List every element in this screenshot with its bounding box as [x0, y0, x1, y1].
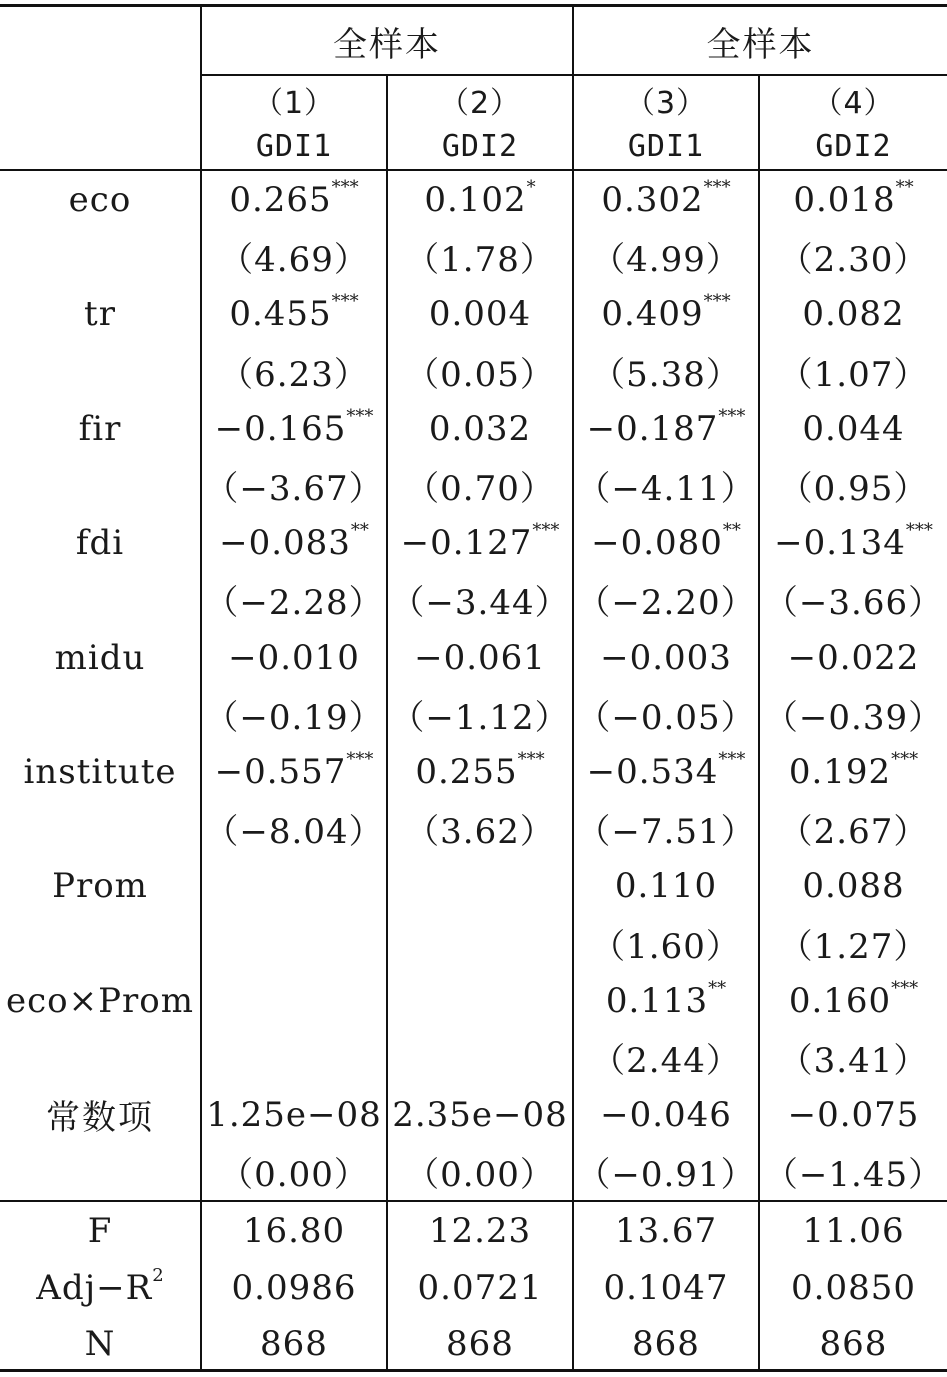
table-cell: [388, 400, 572, 457]
cell-value: 0.082: [802, 293, 905, 334]
table-cell: [202, 457, 386, 514]
table-cell: [388, 800, 572, 857]
cell-value: −0.046: [600, 1094, 732, 1135]
cell-value: （1.07）: [778, 355, 929, 395]
cell-value: （−2.28）: [204, 583, 384, 623]
cell-value: 1.25e−08: [206, 1094, 382, 1135]
significance-stars: ***: [346, 749, 374, 770]
cell-value: （−8.04）: [204, 812, 384, 852]
table-cell: [202, 571, 386, 628]
table-cell: [574, 571, 758, 628]
column-number-2: （2）: [438, 86, 522, 121]
table-cell: [388, 743, 572, 800]
table-cell: [388, 1143, 572, 1200]
stat-cell: 0.0850: [791, 1267, 916, 1308]
table-cell: [760, 915, 947, 972]
table-cell: [202, 629, 386, 686]
table-cell: [574, 343, 758, 400]
cell-value: 2.35e−08: [392, 1094, 568, 1135]
stat-label-text: N: [84, 1323, 116, 1364]
table-cell: [574, 629, 758, 686]
significance-stars: ***: [891, 978, 919, 999]
table-cell: [388, 972, 572, 1029]
cell-value: −0.557: [214, 751, 347, 792]
table-cell: [760, 514, 947, 571]
cell-value: （2.44）: [591, 1041, 741, 1081]
cell-value: （3.41）: [778, 1041, 929, 1081]
row-label: midu: [54, 637, 146, 678]
cell-value: （−3.67）: [204, 469, 384, 509]
cell-value: （1.78）: [405, 240, 555, 280]
column-number-4: （4）: [812, 86, 895, 121]
table-cell: [202, 915, 386, 972]
significance-stars: **: [722, 520, 741, 541]
stat-cell: 12.23: [428, 1210, 532, 1251]
table-cell: [202, 228, 386, 285]
dependent-variable-1: GDI1: [255, 128, 333, 164]
significance-stars: ***: [891, 749, 919, 770]
significance-stars: ***: [718, 406, 746, 427]
table-cell: [202, 800, 386, 857]
table-cell: [202, 400, 386, 457]
row-label: [0, 800, 200, 857]
table-cell: [574, 171, 758, 228]
row-label: institute: [23, 751, 177, 792]
row-label: eco×Prom: [6, 980, 194, 1021]
significance-stars: ***: [703, 177, 731, 198]
row-label: [0, 457, 200, 514]
cell-value: （−3.66）: [763, 583, 944, 623]
row-label: fdi: [75, 522, 125, 563]
stat-cell: 868: [260, 1323, 328, 1364]
table-cell: [574, 857, 758, 914]
cell-value: −0.010: [228, 637, 360, 678]
cell-value: −0.022: [787, 637, 920, 678]
row-label: [0, 915, 200, 972]
table-cell: [574, 1143, 758, 1200]
table-cell: [574, 915, 758, 972]
significance-stars: ***: [905, 520, 933, 541]
group-header-right: 全样本: [706, 24, 815, 65]
row-label: fir: [78, 408, 122, 449]
cell-value: （3.62）: [405, 812, 555, 852]
cell-value: （2.67）: [778, 812, 929, 852]
table-cell: [202, 743, 386, 800]
table-cell: [574, 1029, 758, 1086]
row-label: Prom: [52, 865, 148, 906]
table-cell: [202, 857, 386, 914]
row-label: [0, 1029, 200, 1086]
cell-value: （6.23）: [219, 355, 369, 395]
cell-value: −0.075: [787, 1094, 920, 1135]
table-cell: [202, 1029, 386, 1086]
cell-value: 0.302: [601, 179, 704, 220]
table-cell: [760, 571, 947, 628]
table-cell: [760, 285, 947, 342]
cell-value: −0.187: [586, 408, 719, 449]
table-cell: [760, 400, 947, 457]
table-cell: [388, 857, 572, 914]
table-cell: [388, 171, 572, 228]
cell-value: 0.265: [229, 179, 332, 220]
cell-value: −0.534: [586, 751, 719, 792]
table-cell: [760, 800, 947, 857]
significance-stars: ***: [517, 749, 545, 770]
cell-value: 0.409: [601, 293, 704, 334]
cell-value: （−0.91）: [576, 1155, 756, 1195]
cell-value: （0.05）: [405, 355, 555, 395]
table-cell: [388, 571, 572, 628]
cell-value: 0.004: [428, 293, 532, 334]
significance-stars: ***: [718, 749, 746, 770]
cell-value: （0.00）: [405, 1155, 555, 1195]
cell-value: 0.018: [793, 179, 896, 220]
cell-value: 0.255: [415, 751, 518, 792]
table-cell: [760, 743, 947, 800]
table-cell: [760, 457, 947, 514]
cell-value: 0.044: [802, 408, 905, 449]
cell-value: （1.27）: [778, 927, 929, 967]
stat-label-text: Adj−R: [36, 1267, 153, 1308]
significance-stars: ***: [346, 406, 374, 427]
dependent-variable-4: GDI2: [815, 128, 892, 164]
table-cell: [574, 285, 758, 342]
column-number-1: （1）: [252, 86, 336, 121]
table-cell: [574, 800, 758, 857]
cell-value: （−7.51）: [576, 812, 756, 852]
cell-value: （4.99）: [591, 240, 741, 280]
cell-value: −0.061: [414, 637, 546, 678]
cell-value: −0.003: [600, 637, 732, 678]
row-label: [0, 1143, 200, 1200]
table-cell: [388, 1086, 572, 1143]
cell-value: （−3.44）: [390, 583, 570, 623]
row-label: [0, 686, 200, 743]
cell-value: （−2.20）: [576, 583, 756, 623]
cell-value: −0.165: [214, 408, 347, 449]
table-cell: [202, 514, 386, 571]
cell-value: 0.455: [229, 293, 332, 334]
column-number-3: （3）: [624, 86, 708, 121]
table-cell: [760, 171, 947, 228]
table-cell: [202, 1086, 386, 1143]
stat-cell: 11.06: [802, 1210, 905, 1251]
row-label: 常数项: [46, 1098, 154, 1138]
cell-value: （−1.45）: [763, 1155, 944, 1195]
cell-value: （0.95）: [778, 469, 929, 509]
table-cell: [574, 228, 758, 285]
table-cell: [388, 629, 572, 686]
table-cell: [202, 686, 386, 743]
table-cell: [574, 1086, 758, 1143]
table-cell: [388, 285, 572, 342]
table-cell: [760, 343, 947, 400]
significance-stars: ***: [532, 520, 560, 541]
table-cell: [388, 457, 572, 514]
table-cell: [202, 343, 386, 400]
cell-value: （2.30）: [778, 240, 929, 280]
cell-value: （−0.19）: [204, 698, 384, 738]
cell-value: （0.70）: [405, 469, 555, 509]
table-cell: [574, 400, 758, 457]
row-label: [0, 571, 200, 628]
significance-stars: ***: [331, 291, 359, 312]
stat-cell: 0.1047: [603, 1267, 729, 1308]
stat-cell: 0.0986: [231, 1267, 357, 1308]
table-cell: [388, 228, 572, 285]
table-cell: [760, 1029, 947, 1086]
top-rule: [0, 4, 947, 7]
stat-cell: 13.67: [614, 1210, 718, 1251]
stat-label: [0, 1202, 200, 1259]
stat-cell: 16.80: [242, 1210, 346, 1251]
cell-value: −0.080: [591, 522, 723, 563]
cell-value: 0.088: [802, 865, 905, 906]
table-cell: [760, 228, 947, 285]
table-cell: [202, 171, 386, 228]
cell-value: （−0.39）: [763, 698, 944, 738]
table-cell: [574, 972, 758, 1029]
cell-value: 0.102: [424, 179, 527, 220]
significance-stars: ***: [331, 177, 359, 198]
table-cell: [760, 629, 947, 686]
cell-value: 0.032: [428, 408, 532, 449]
dependent-variable-2: GDI2: [441, 128, 519, 164]
stat-cell: 868: [446, 1323, 514, 1364]
stat-cell: 868: [632, 1323, 700, 1364]
table-cell: [760, 1143, 947, 1200]
stat-label-text: F: [87, 1210, 113, 1251]
table-cell: [574, 457, 758, 514]
table-cell: [388, 514, 572, 571]
group-header-left: 全样本: [333, 24, 441, 65]
table-cell: [574, 514, 758, 571]
table-cell: [760, 686, 947, 743]
table-cell: [388, 1029, 572, 1086]
cell-value: （5.38）: [591, 355, 741, 395]
row-label: tr: [84, 293, 116, 334]
table-cell: [574, 743, 758, 800]
cell-value: 0.110: [614, 865, 718, 906]
significance-stars: **: [708, 978, 727, 999]
table-cell: [202, 1143, 386, 1200]
table-cell: [760, 1086, 947, 1143]
cell-value: 0.192: [788, 751, 892, 792]
table-cell: [202, 285, 386, 342]
cell-value: （1.60）: [591, 927, 741, 967]
stat-cell: 868: [819, 1323, 888, 1364]
cell-value: （−1.12）: [390, 698, 570, 738]
significance-stars: **: [350, 520, 369, 541]
significance-stars: ***: [703, 291, 731, 312]
cell-value: （−4.11）: [576, 469, 756, 509]
group-header-rule: [201, 74, 947, 76]
cell-value: （4.69）: [219, 240, 369, 280]
row-label: [0, 228, 200, 285]
significance-stars: **: [895, 177, 914, 198]
stat-label: [0, 1315, 200, 1372]
cell-value: 0.160: [788, 980, 892, 1021]
cell-value: −0.134: [774, 522, 906, 563]
table-cell: [574, 686, 758, 743]
cell-value: −0.127: [400, 522, 533, 563]
table-cell: [760, 857, 947, 914]
significance-stars: *: [526, 177, 536, 198]
table-cell: [388, 343, 572, 400]
cell-value: 0.113: [605, 980, 709, 1021]
table-cell: [760, 972, 947, 1029]
table-cell: [202, 972, 386, 1029]
table-cell: [388, 915, 572, 972]
cell-value: −0.083: [219, 522, 351, 563]
stat-cell: 0.0721: [417, 1267, 543, 1308]
stat-label: [0, 1259, 200, 1316]
row-label: eco: [68, 179, 132, 220]
table-cell: [388, 686, 572, 743]
stat-label-superscript: 2: [152, 1265, 164, 1286]
dependent-variable-3: GDI1: [627, 128, 705, 164]
row-label: [0, 343, 200, 400]
cell-value: （−0.05）: [576, 698, 756, 738]
cell-value: （0.00）: [219, 1155, 369, 1195]
